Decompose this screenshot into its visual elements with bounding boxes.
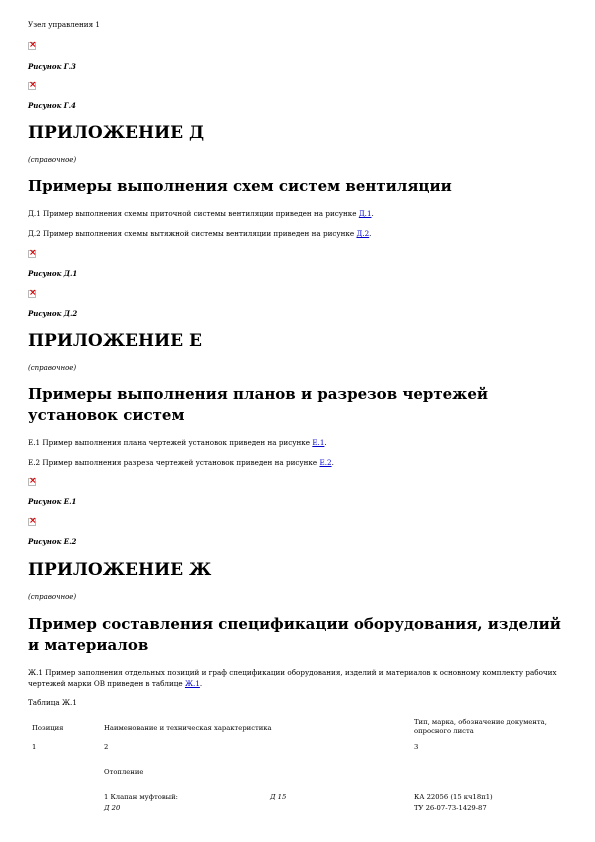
- appendix-title: ПРИЛОЖЕНИЕ Ж: [28, 560, 212, 580]
- broken-image-icon: [28, 290, 36, 298]
- paragraph: [28, 438, 327, 447]
- paragraph-end: .: [324, 438, 327, 447]
- paragraph-text: Ж.1 Пример заполнения отдельных позиций и граф спецификации оборудования, изделий и материалов к основному комплекту рабочих чертежей марки ОВ приведен в таблице: [28, 668, 557, 688]
- appendix-subtitle: Примеры выполнения схем систем вентиляции: [28, 177, 452, 195]
- column-number: 1: [32, 743, 37, 751]
- table-cell-diameter: Д 20: [104, 804, 121, 812]
- paragraph: [28, 458, 334, 467]
- figure-link[interactable]: Е.2: [319, 458, 332, 467]
- appendix-title: ПРИЛОЖЕНИЕ Е: [28, 331, 202, 351]
- broken-image-icon: [28, 478, 36, 486]
- paragraph-end: .: [371, 209, 374, 218]
- figure-caption: Рисунок Д.1: [28, 269, 78, 278]
- appendix-note: (справочное): [28, 593, 77, 601]
- figure-link[interactable]: Е.1: [312, 438, 325, 447]
- column-header-type: Тип, марка, обозначение документа, опросного листа: [414, 718, 547, 735]
- paragraph-text: Е.2 Пример выполнения разреза чертежей установок приведен на рисунке: [28, 458, 320, 467]
- broken-image-icon: [28, 42, 36, 50]
- figure-caption: Рисунок Д.2: [28, 309, 78, 318]
- broken-image-icon: [28, 82, 36, 90]
- figure-caption: Рисунок Г.3: [28, 62, 76, 71]
- specification-table: [28, 714, 568, 824]
- paragraph-text: Д.1 Пример выполнения схемы приточной системы вентиляции приведен на рисунке: [28, 209, 359, 218]
- paragraph-end: .: [369, 229, 372, 238]
- appendix-subtitle: Пример составления спецификации оборудования, изделий и материалов: [28, 615, 561, 654]
- paragraph: [28, 667, 568, 689]
- appendix-title: ПРИЛОЖЕНИЕ Д: [28, 123, 205, 143]
- paragraph-end: .: [199, 679, 203, 688]
- appendix-note: (справочное): [28, 156, 77, 164]
- paragraph-end: .: [331, 458, 334, 467]
- figure-caption: Рисунок Е.1: [28, 497, 77, 506]
- figure-caption: Рисунок Г.4: [28, 101, 76, 110]
- paragraph-text: Е.1 Пример выполнения плана чертежей установок приведен на рисунке: [28, 438, 313, 447]
- figure-link[interactable]: Д.2: [356, 229, 370, 238]
- broken-image-icon: [28, 518, 36, 526]
- column-number: 2: [104, 743, 109, 751]
- table-cell-type: ТУ 26-07-73-1429-87: [414, 804, 487, 812]
- appendix-note: (справочное): [28, 364, 77, 372]
- table-section-heading: Отопление: [104, 768, 144, 776]
- broken-image-icon: [28, 250, 36, 258]
- paragraph-text: Д.2 Пример выполнения схемы вытяжной системы вентиляции приведен на рисунке: [28, 229, 357, 238]
- table-label: Таблица Ж.1: [28, 698, 77, 707]
- table-cell-diameter: Д 15: [270, 793, 287, 801]
- paragraph: [28, 209, 374, 218]
- column-header-name: Наименование и техническая характеристика: [104, 724, 272, 732]
- table-cell-name: 1 Клапан муфтовый:: [104, 793, 178, 801]
- appendix-subtitle: Примеры выполнения планов и разрезов чертежей установок систем: [28, 385, 488, 424]
- table-cell-type: КА 22056 (15 кч18п1): [414, 793, 493, 801]
- column-number: 3: [414, 743, 419, 751]
- column-header-position: Позиция: [32, 724, 64, 732]
- table-link[interactable]: Ж.1: [184, 679, 200, 688]
- section-title-node: Узел управления 1: [28, 20, 100, 29]
- figure-caption: Рисунок Е.2: [28, 537, 77, 546]
- paragraph: [28, 229, 371, 238]
- figure-link[interactable]: Д.1: [358, 209, 372, 218]
